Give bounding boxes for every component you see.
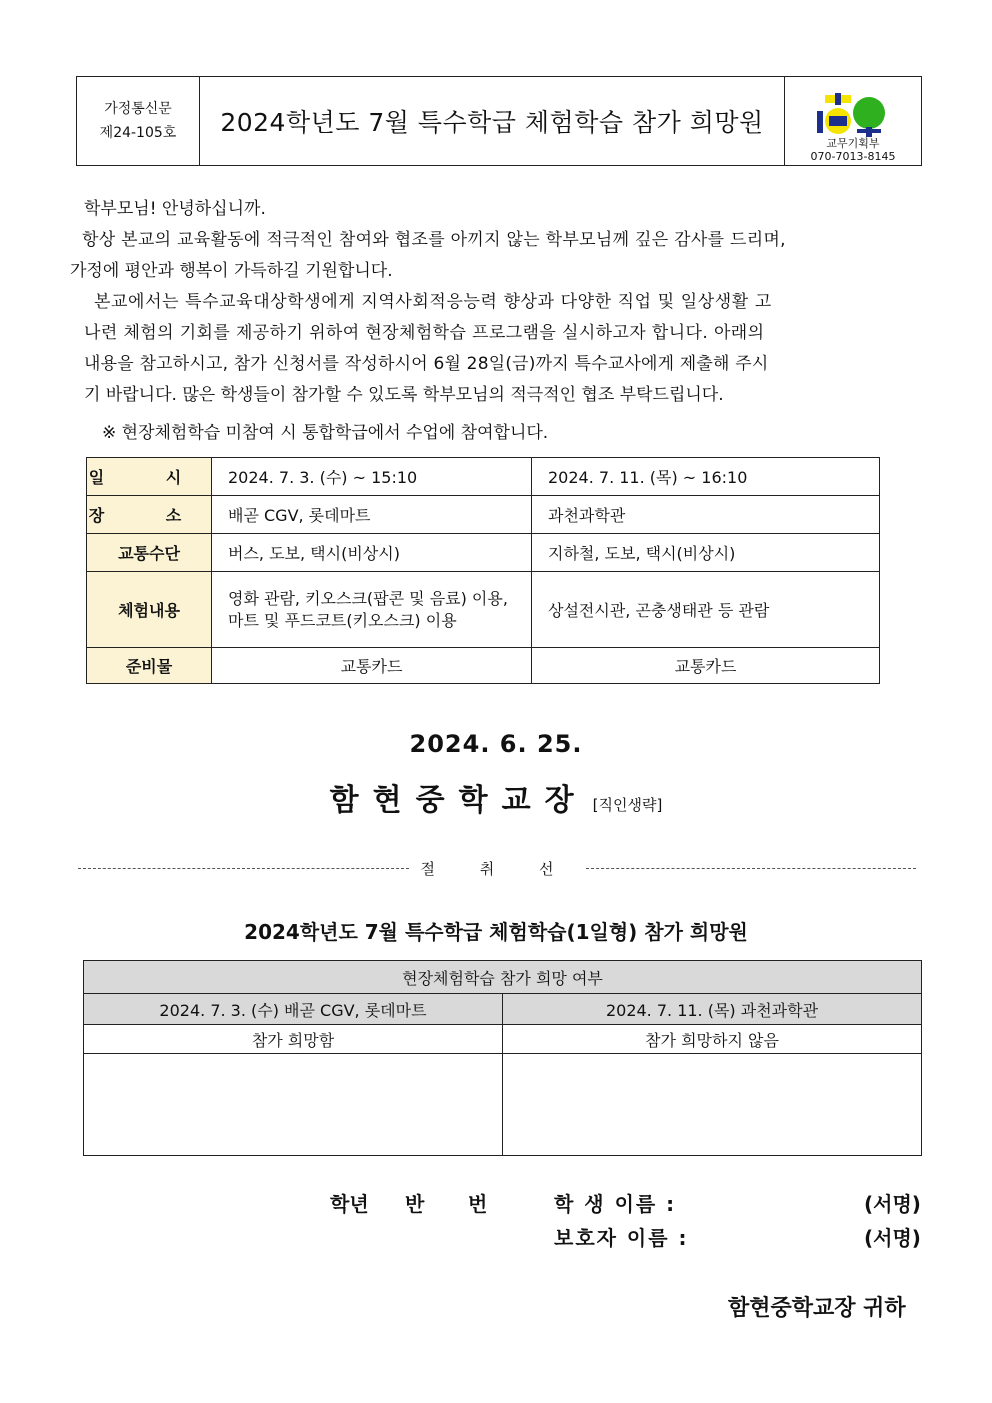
cell-option-b: 교통카드: [532, 648, 880, 684]
cell-option-a: 2024. 7. 3. (수) ~ 15:10: [212, 458, 532, 496]
cell-option-a: 배곧 CGV, 롯데마트: [212, 496, 532, 534]
student-sign-mark: (서명): [864, 1192, 921, 1216]
paragraph-1: [70, 225, 922, 287]
number-label: 번: [468, 1192, 488, 1216]
paragraph-1-line: 항상 본교의 교육활동에 적극적인 참여와 협조를 아끼지 않는 학부모님께 깊은 감사를 드리며,: [82, 230, 786, 250]
paragraph-2-line: 나련 체험의 기회를 제공하기 위하여 현장체험학습 프로그램을 실시하고자 합니다. 아래의: [84, 323, 765, 343]
greeting: 학부모님! 안녕하십니까.: [84, 199, 266, 219]
cut-line-label: 절 취 선: [420, 860, 574, 878]
form-option-a: 2024. 7. 3. (수) 배곧 CGV, 롯데마트: [84, 994, 503, 1025]
form-entry-b[interactable]: [503, 1054, 922, 1156]
student-name-label: 학 생 이름 :: [554, 1192, 677, 1216]
page-title: 2024학년도 7월 특수학급 체험학습 참가 희망원: [220, 108, 764, 137]
table-row: [87, 648, 880, 684]
closing: 함현중학교장 귀하: [728, 1296, 906, 1321]
issue-date: 2024. 6. 25.: [409, 730, 583, 758]
cell-option-a: 교통카드: [212, 648, 532, 684]
paragraph-2-line: 본교에서는 특수교육대상학생에게 지역사회적응능력 향상과 다양한 직업 및 일상생활 고: [94, 292, 772, 312]
parent-sign-mark: (서명): [864, 1226, 921, 1250]
table-row: [87, 534, 880, 572]
cell-option-a: 영화 관람, 키오스크(팝콘 및 음료) 이용, 마트 및 푸드코트(키오스크) 이용: [212, 572, 532, 648]
cell-option-a: 버스, 도보, 택시(비상시): [212, 534, 532, 572]
table-row: [87, 496, 880, 534]
form-header: 현장체험학습 참가 희망 여부: [84, 961, 922, 994]
paragraph-2-line: 내용을 참고하시고, 참가 신청서를 작성하시어 6월 28일(금)까지 특수교사에게 제출해 주시: [84, 354, 769, 374]
school-logo-area: [784, 77, 921, 165]
parent-name-label: 보호자 이름 :: [554, 1226, 689, 1250]
cell-option-b: 과천과학관: [532, 496, 880, 534]
row-label-transport: 교통수단: [87, 534, 212, 572]
paragraph-1-line: 가정에 평안과 행복이 가득하길 기원합니다.: [70, 261, 393, 281]
doc-number: 제24-105호: [99, 125, 177, 141]
table-row: [87, 458, 880, 496]
form-option-row: [84, 994, 922, 1025]
principal-name: 함현중학교장: [329, 783, 588, 818]
table-row: [87, 572, 880, 648]
row-label-place: 장 소: [87, 496, 212, 534]
class-label: 반: [405, 1192, 425, 1216]
dept-phone: 070-7013-8145: [810, 150, 896, 163]
form-entry-a[interactable]: [84, 1054, 503, 1156]
form-entry-row: [84, 1054, 922, 1156]
cut-line: [78, 858, 916, 879]
paragraph-2-line: 기 바랍니다. 많은 학생들이 참가할 수 있도록 학부모님의 적극적인 협조 부탁드립니다.: [84, 385, 724, 405]
row-label-supplies: 준비물: [87, 648, 212, 684]
note: ※ 현장체험학습 미참여 시 통합학급에서 수업에 참여합니다.: [102, 423, 549, 443]
form-option-b: 2024. 7. 11. (목) 과천과학관: [503, 994, 922, 1025]
application-form: [83, 960, 922, 1156]
grade-label: 학년: [330, 1192, 369, 1216]
row-label-activities: 체험내용: [87, 572, 212, 648]
row-label-datetime: 일 시: [87, 458, 212, 496]
form-header-row: [84, 961, 922, 994]
dept-name: 교무기획부: [826, 137, 880, 150]
cut-line-dash-left: [78, 868, 409, 869]
form-choice-a: 참가 희망함: [84, 1025, 503, 1054]
school-logo-icon: [813, 93, 893, 137]
cut-line-dash-right: [586, 868, 917, 869]
form-title: 2024학년도 7월 특수학급 체험학습(1일형) 참가 희망원: [244, 920, 748, 944]
cell-option-b: 상설전시관, 곤충생태관 등 관람: [532, 572, 880, 648]
paragraph-2: [84, 287, 914, 411]
cell-option-b: 2024. 7. 11. (목) ~ 16:10: [532, 458, 880, 496]
form-choice-row: [84, 1025, 922, 1054]
doc-type: 가정통신문: [104, 101, 172, 117]
form-choice-b: 참가 희망하지 않음: [503, 1025, 922, 1054]
info-table: [86, 457, 880, 684]
seal-note: [직인생략]: [592, 796, 663, 814]
cell-option-b: 지하철, 도보, 택시(비상시): [532, 534, 880, 572]
letter-header: [76, 76, 922, 166]
principal-block: [0, 775, 992, 819]
doc-info: [77, 77, 200, 165]
